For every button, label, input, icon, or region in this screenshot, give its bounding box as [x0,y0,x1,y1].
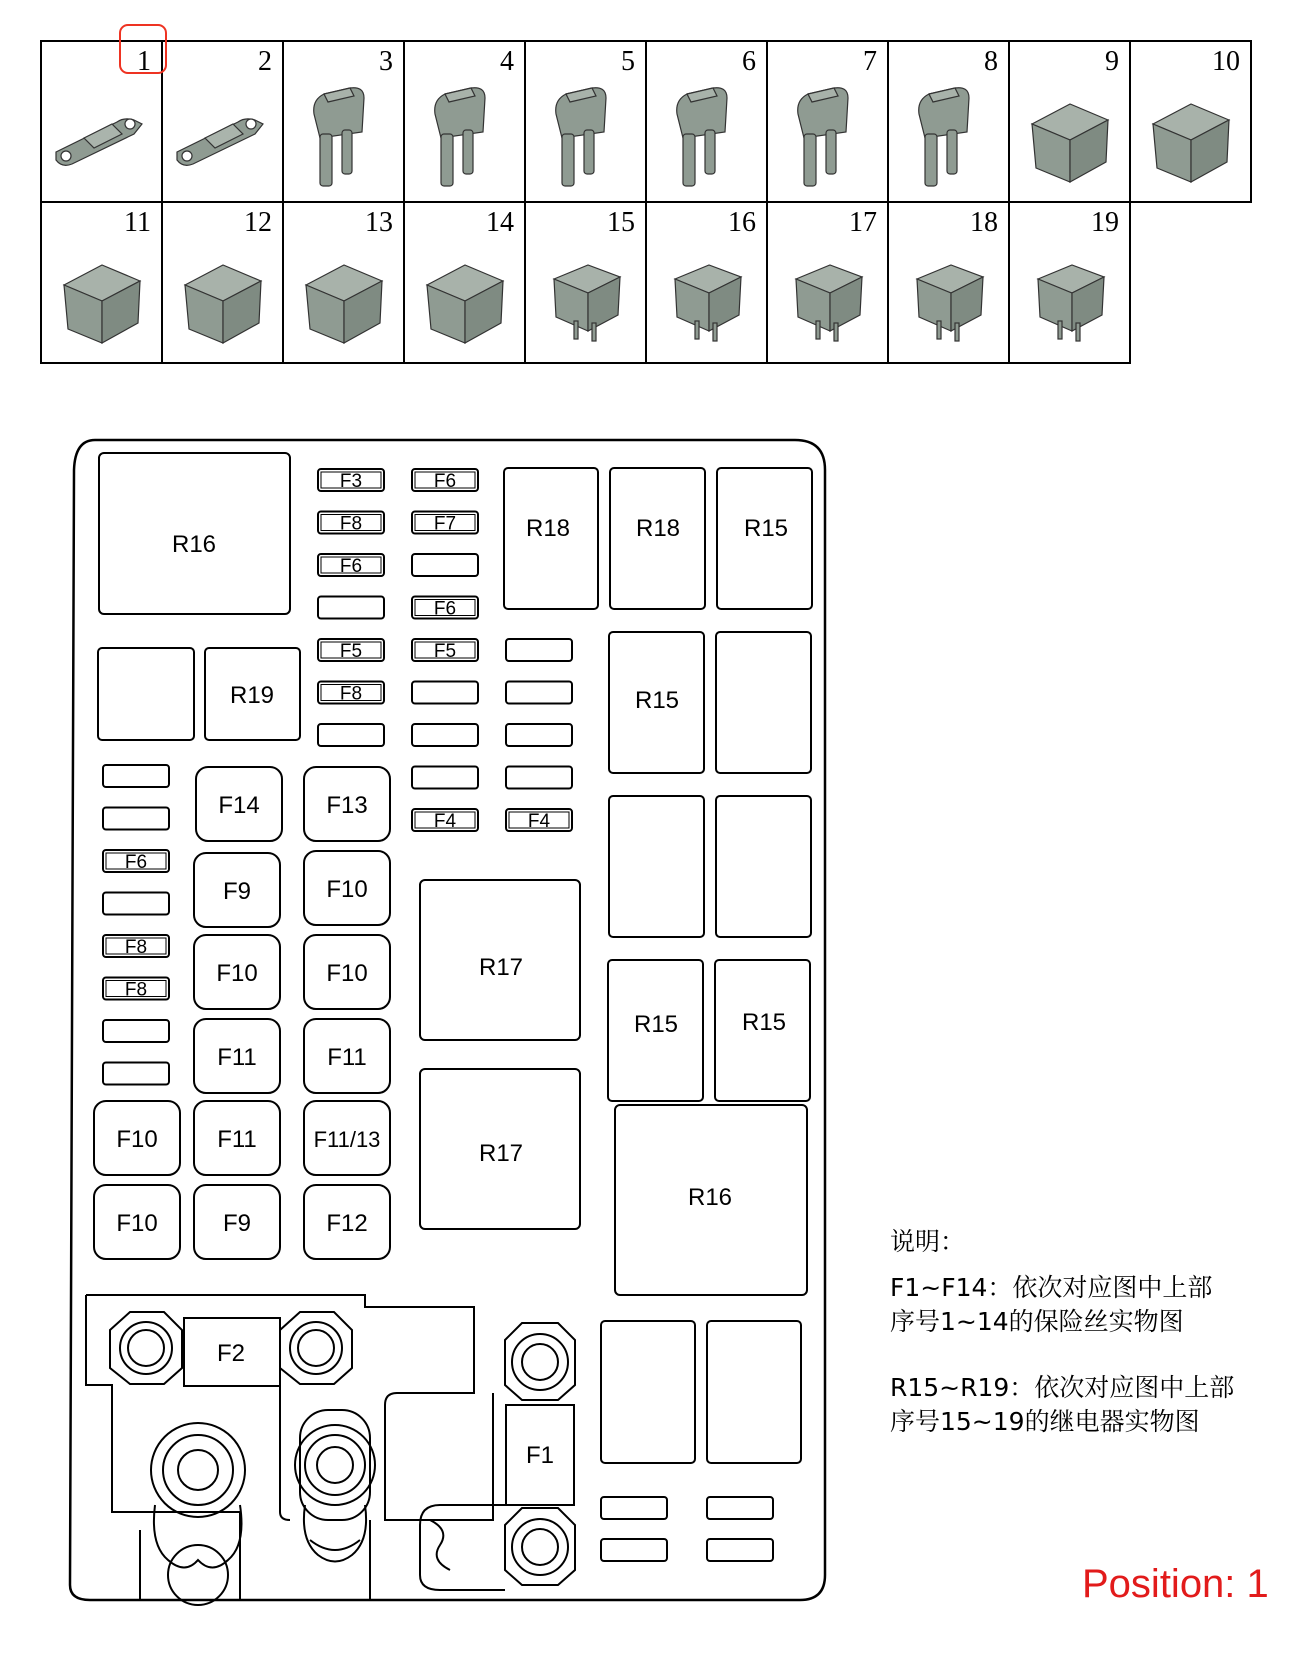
mini-fuse-f8[interactable] [103,935,169,958]
svg-text:F1: F1 [525,1442,555,1469]
mini-fuse-f4[interactable] [412,809,478,832]
svg-text:F2: F2 [216,1340,246,1367]
relay-slot-r17-b[interactable] [420,1069,580,1229]
bolt-nut-icon [505,1508,575,1585]
bolt-fuse-area [86,1295,575,1605]
fuse-note-line: 序号1~14的保险丝实物图 [890,1307,1184,1336]
mini-fuse-slot-empty[interactable] [707,1539,773,1561]
svg-text:F6: F6 [339,556,363,577]
relay-slot-r15-a[interactable] [717,468,812,609]
svg-text:F8: F8 [124,937,148,958]
cartridge-fuse-f10[interactable] [194,935,280,1009]
svg-text:F11: F11 [327,1044,367,1071]
cartridge-fuse-f11[interactable] [304,1019,390,1093]
relay-slot-empty[interactable] [609,796,704,937]
mini-fuse-f8[interactable] [103,978,169,1001]
mini-fuse-slot-empty[interactable] [412,682,478,704]
mini-fuse-f8[interactable] [318,512,384,535]
notes-title: 说明： [890,1227,966,1256]
svg-text:R16: R16 [687,1184,733,1211]
svg-text:F8: F8 [339,513,363,535]
bolt-fuse-f1[interactable] [506,1405,574,1505]
relay-slot-empty[interactable] [707,1321,801,1463]
mini-fuse-f3[interactable] [318,469,384,492]
mini-fuse-f5[interactable] [412,639,478,662]
svg-text:R15: R15 [633,1011,679,1038]
svg-text:F7: F7 [433,513,457,535]
svg-text:R16: R16 [171,531,217,558]
relay-slot-empty[interactable] [716,796,811,937]
relay-note-line: R15~R19：依次对应图中上部 [890,1373,1235,1402]
svg-text:F5: F5 [339,641,363,662]
svg-text:F10: F10 [216,960,258,987]
bolt-fuse-f2[interactable] [184,1318,280,1386]
relay-slot-r16-bottom[interactable] [615,1105,807,1295]
cartridge-fuse-f10[interactable] [304,851,390,925]
svg-text:F9: F9 [222,878,252,905]
svg-text:F11: F11 [217,1044,257,1071]
svg-text:F8: F8 [339,683,363,705]
part-number: 2 [258,46,272,77]
mini-fuse-slot-empty[interactable] [103,808,169,830]
mini-fuse-slot-empty[interactable] [601,1497,667,1519]
svg-text:F10: F10 [116,1210,158,1237]
part-number: 1 [137,46,151,77]
part-number: 16 [728,207,756,238]
cartridge-fuse-f11-13[interactable] [304,1101,390,1175]
mini-fuse-slot-empty[interactable] [412,554,478,576]
cartridge-fuse-f9[interactable] [194,1185,280,1259]
bolt-nut-icon [110,1312,182,1384]
mini-fuse-slot-empty[interactable] [506,682,572,704]
mini-fuse-slot-empty[interactable] [103,1063,169,1085]
part-number: 5 [621,46,635,77]
mini-fuse-f8[interactable] [318,682,384,705]
mini-fuse-slot-empty[interactable] [412,724,478,746]
svg-text:F3: F3 [339,471,363,492]
svg-text:F13: F13 [326,792,368,819]
part-number: 12 [244,207,272,238]
svg-text:F14: F14 [218,792,260,819]
part-number: 14 [486,207,514,238]
mini-fuse-slot-empty[interactable] [103,765,169,787]
svg-text:R15: R15 [741,1009,787,1036]
relay-slot-r16-top[interactable] [99,453,290,614]
svg-text:F4: F4 [527,811,551,832]
relay-slot-r15-c[interactable] [608,960,703,1101]
relay-slot-r15-d[interactable] [715,960,810,1101]
mini-fuse-slot-empty[interactable] [412,767,478,789]
part-number: 18 [970,207,998,238]
part-number: 17 [849,207,877,238]
svg-text:F10: F10 [326,876,368,903]
cartridge-fuse-f12[interactable] [304,1185,390,1259]
mini-fuse-f6[interactable] [412,597,478,620]
relay-slot-r19[interactable] [205,648,300,740]
svg-text:R17: R17 [478,1140,524,1167]
mini-fuse-f7[interactable] [412,512,478,535]
svg-text:F6: F6 [433,598,457,620]
relay-slot-empty[interactable] [716,632,811,773]
part-number: 4 [500,46,514,77]
legend-notes [890,1225,1234,1471]
part-number: 6 [742,46,756,77]
svg-text:F11/13: F11/13 [313,1127,381,1152]
svg-text:R15: R15 [634,687,680,714]
svg-text:F6: F6 [124,852,148,873]
mini-fuse-f6[interactable] [412,469,478,492]
svg-text:F8: F8 [124,979,148,1001]
svg-text:R18: R18 [525,515,571,542]
relay-slot-r18-b[interactable] [610,468,705,609]
part-number: 19 [1091,207,1119,238]
mini-fuse-slot-empty[interactable] [318,597,384,619]
terminal-post-icon [151,1423,245,1605]
relay-note [890,1371,1234,1439]
svg-text:F12: F12 [326,1210,368,1237]
mini-fuse-slot-empty[interactable] [103,893,169,915]
part-number: 11 [124,207,151,238]
part-number: 3 [379,46,393,77]
fuse-note [890,1271,1234,1339]
fuse-note-line: F1~F14：依次对应图中上部 [890,1273,1213,1302]
relay-slot-r17-a[interactable] [420,880,580,1040]
relay-note-line: 序号15~19的继电器实物图 [890,1407,1200,1436]
svg-text:F5: F5 [433,641,457,662]
mini-fuse-slot-empty[interactable] [318,724,384,746]
relay-slot-r18-a[interactable] [504,468,598,609]
cartridge-fuse-f10[interactable] [304,935,390,1009]
svg-text:F9: F9 [222,1210,252,1237]
cartridge-fuse-f10[interactable] [94,1101,180,1175]
part-number: 15 [607,207,635,238]
mini-fuse-f6[interactable] [103,850,169,873]
svg-text:R19: R19 [229,682,275,709]
cartridge-fuse-f11[interactable] [194,1019,280,1093]
cartridge-fuse-f14[interactable] [196,767,282,841]
svg-text:R15: R15 [743,515,789,542]
relay-slot-empty[interactable] [98,648,194,740]
position-label: Position: 1 [1082,1562,1269,1606]
svg-text:F4: F4 [433,811,457,832]
svg-text:R18: R18 [635,515,681,542]
relay-slot-r15-b[interactable] [609,632,704,773]
cartridge-fuse-f10[interactable] [94,1185,180,1259]
mini-fuse-f5[interactable] [318,639,384,662]
mini-fuse-slot-empty[interactable] [707,1497,773,1519]
bolt-nut-icon [505,1323,575,1400]
terminal-post-icon [295,1425,375,1562]
mini-fuse-f4[interactable] [506,809,572,832]
svg-text:F11: F11 [217,1126,257,1153]
mini-fuse-slot-empty[interactable] [506,639,572,661]
part-number: 7 [863,46,877,77]
mini-fuse-slot-empty[interactable] [601,1539,667,1561]
cartridge-fuse-slots [94,767,390,1259]
mini-fuse-slot-empty[interactable] [103,1020,169,1042]
mini-fuse-slot-empty[interactable] [506,724,572,746]
svg-text:R17: R17 [478,954,524,981]
cartridge-fuse-f11[interactable] [194,1101,280,1175]
part-number: 8 [984,46,998,77]
part-number: 9 [1105,46,1119,77]
svg-text:F10: F10 [326,960,368,987]
svg-text:F6: F6 [433,471,457,492]
bolt-nut-icon [280,1312,352,1384]
cartridge-fuse-f9[interactable] [194,853,280,927]
relay-slot-empty[interactable] [601,1321,695,1463]
cartridge-fuse-f13[interactable] [304,767,390,841]
part-number: 10 [1212,46,1240,77]
mini-fuse-f6[interactable] [318,554,384,577]
svg-text:F10: F10 [116,1126,158,1153]
mini-fuse-slot-empty[interactable] [506,767,572,789]
part-number: 13 [365,207,393,238]
